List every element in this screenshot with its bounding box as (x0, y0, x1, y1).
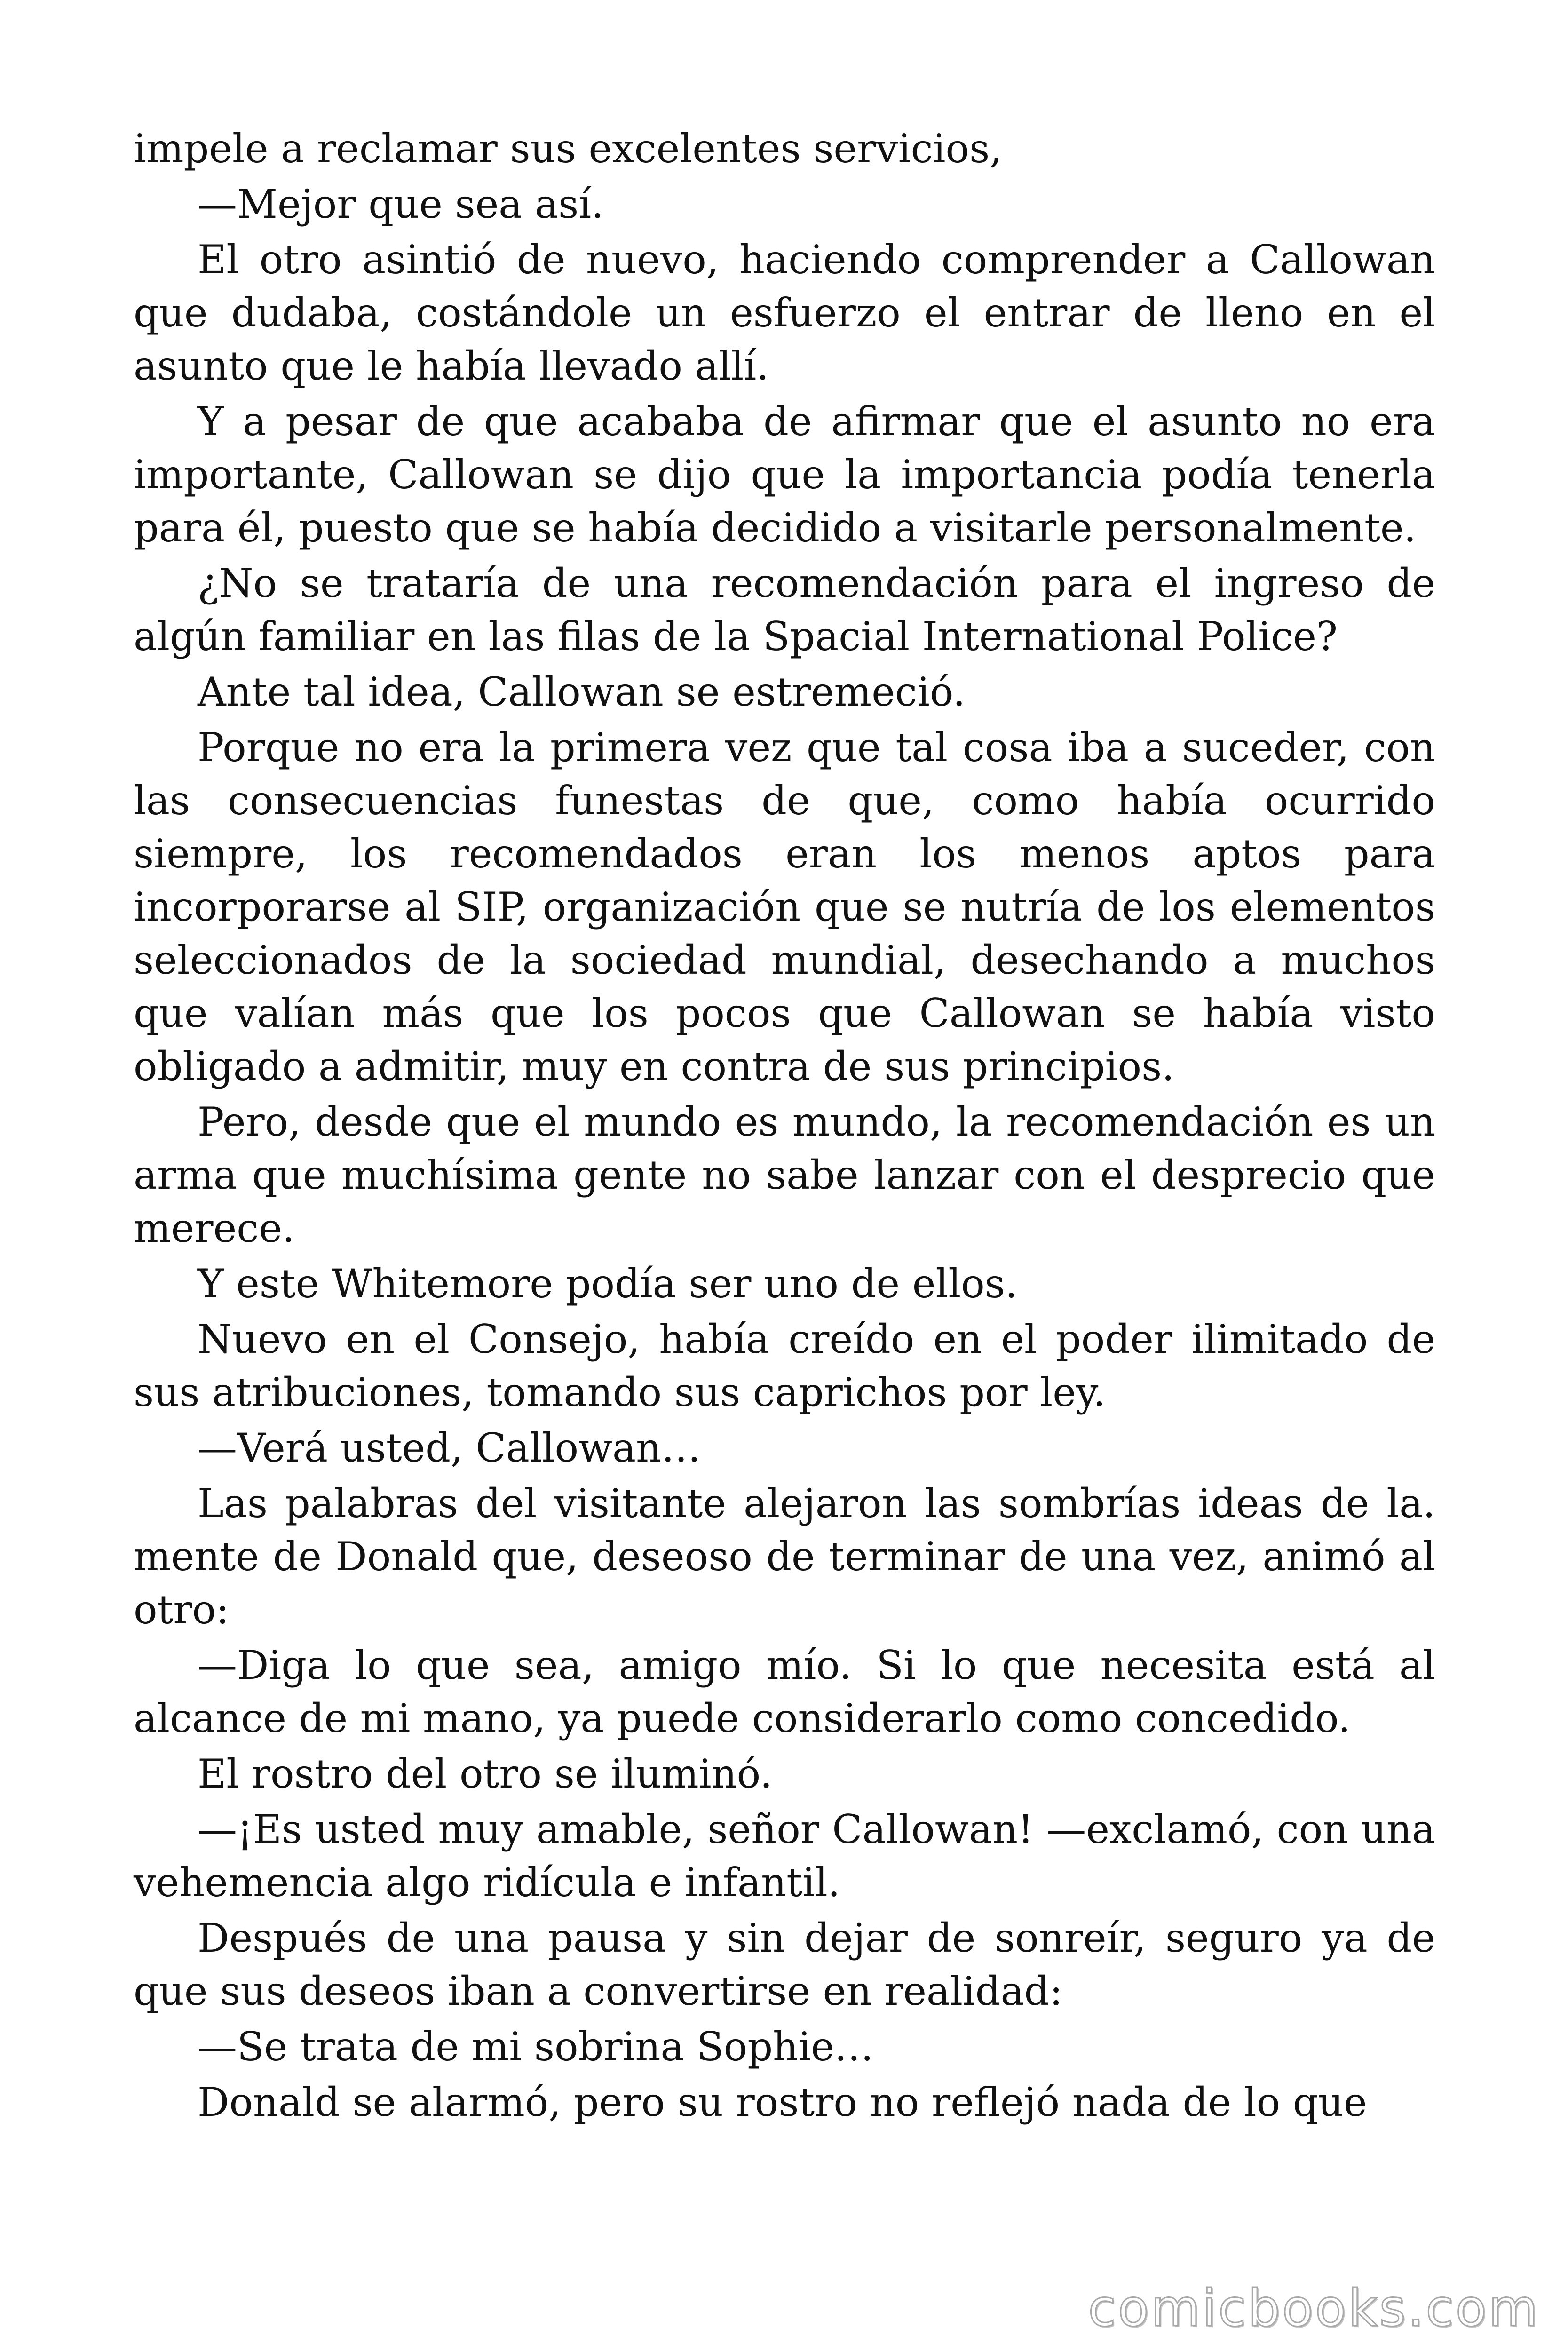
paragraph: Después de una pausa y sin dejar de sonreír, seguro ya de que sus deseos iban a convertirse en realidad: (134, 1915, 1435, 2014)
paragraph: Porque no era la primera vez que tal cosa iba a suceder, con las consecuencias funestas de que, como había ocurrido siempre, los recomendados eran los menos aptos para incorporarse al SIP, organización que se nutría de los elementos seleccionados de la sociedad mundial, desechando a muchos que valían más que los pocos que Callowan se había visto obligado a admitir, muy en contra de sus principios. (134, 724, 1435, 1089)
paragraph: —¡Es usted muy amable, señor Callowan! —exclamó, con una vehemencia algo ridícula e infantil. (134, 1806, 1435, 1906)
paragraph: El rostro del otro se iluminó. (198, 1751, 773, 1797)
paragraph: El otro asintió de nuevo, haciendo comprender a Callowan que dudaba, costándole un esfuerzo el entrar de lleno en el asunto que le había llevado allí. (134, 237, 1435, 389)
paragraph: Pero, desde que el mundo es mundo, la recomendación es un arma que muchísima gente no sabe lanzar con el desprecio que merece. (134, 1099, 1435, 1251)
paragraph: Donald se alarmó, pero su rostro no reflejó nada de lo que (198, 2079, 1367, 2125)
paragraph: Nuevo en el Consejo, había creído en el poder ilimitado de sus atribuciones, tomando sus caprichos por ley. (134, 1316, 1435, 1415)
paragraph: —Verá usted, Callowan… (198, 1425, 701, 1471)
paragraph: Las palabras del visitante alejaron las sombrías ideas de la. mente de Donald que, deseoso de terminar de una vez, animó al otro: (134, 1480, 1435, 1633)
paragraph: Y este Whitemore podía ser uno de ellos. (198, 1261, 1018, 1307)
body-text (134, 122, 1435, 2131)
paragraph: impele a reclamar sus excelentes servicios, (134, 126, 1002, 172)
paragraph: Y a pesar de que acababa de afirmar que el asunto no era importante, Callowan se dijo que la importancia podía tenerla para él, puesto que se había decidido a visitarle personalmente. (134, 398, 1435, 551)
paragraph: —Mejor que sea así. (198, 181, 604, 227)
paragraph: Ante tal idea, Callowan se estremeció. (198, 669, 966, 715)
paragraph: —Se trata de mi sobrina Sophie… (198, 2024, 874, 2070)
paragraph: —Diga lo que sea, amigo mío. Si lo que necesita está al alcance de mi mano, ya puede considerarlo como concedido. (134, 1642, 1435, 1741)
paragraph: ¿No se trataría de una recomendación para el ingreso de algún familiar en las filas de la Spacial International Police? (134, 560, 1435, 660)
watermark: comicbooks.com (1088, 2279, 1540, 2338)
